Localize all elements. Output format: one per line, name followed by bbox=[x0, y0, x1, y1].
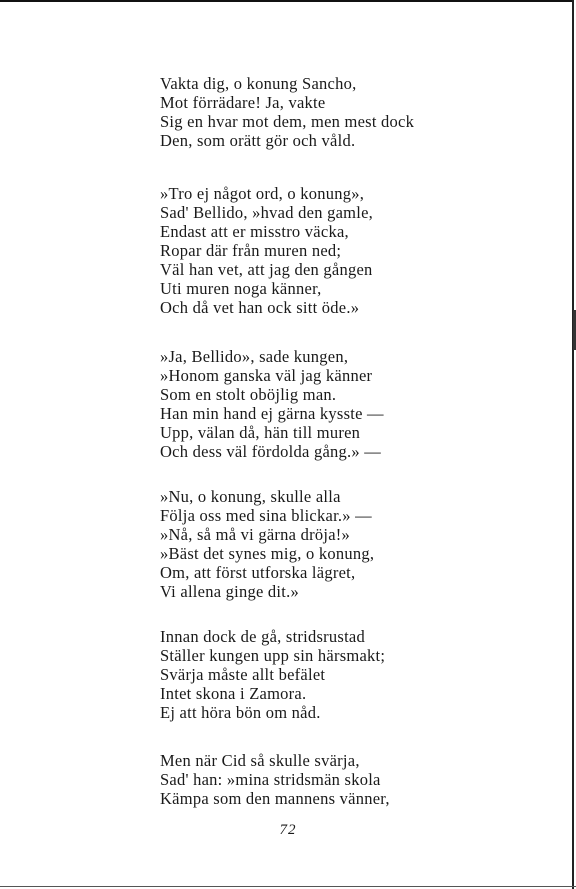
verse-line: Ej att höra bön om nåd. bbox=[160, 703, 321, 722]
verse-line: Följa oss med sina blickar.» — bbox=[160, 506, 372, 525]
verse-line: Ropar där från muren ned; bbox=[160, 241, 342, 260]
verse-line: Väl han vet, att jag den gången bbox=[160, 260, 373, 279]
page-edge-bottom bbox=[0, 886, 576, 887]
verse-line: Sad' Bellido, »hvad den gamle, bbox=[160, 203, 374, 222]
stanza bbox=[160, 627, 385, 722]
verse-line: Han min hand ej gärna kysste — bbox=[160, 404, 384, 423]
verse-line: Mot förrädare! Ja, vakte bbox=[160, 93, 326, 112]
verse-line: »Tro ej något ord, o konung», bbox=[160, 184, 365, 203]
page-number: 72 bbox=[279, 822, 297, 838]
verse-line: »Nå, så må vi gärna dröja!» bbox=[160, 525, 351, 544]
verse-line: Intet skona i Zamora. bbox=[160, 684, 307, 703]
verse-line: »Bäst det synes mig, o konung, bbox=[160, 544, 375, 563]
verse-line: Endast att er misstro väcka, bbox=[160, 222, 349, 241]
verse-line: Uti muren noga känner, bbox=[160, 279, 322, 298]
verse-line: »Ja, Bellido», sade kungen, bbox=[160, 347, 349, 366]
verse-line: Om, att först utforska lägret, bbox=[160, 563, 356, 582]
verse-line: Kämpa som den mannens vänner, bbox=[160, 789, 390, 808]
stanza bbox=[160, 184, 373, 317]
verse-line: Upp, välan då, hän till muren bbox=[160, 423, 361, 442]
verse-line: Sad' han: »mina stridsmän skola bbox=[160, 770, 381, 789]
stanza bbox=[160, 347, 384, 461]
stanza bbox=[160, 74, 414, 150]
verse-line: Och då vet han ock sitt öde.» bbox=[160, 298, 360, 317]
verse-line: Ställer kungen upp sin härsmakt; bbox=[160, 646, 386, 665]
verse-line: Svärja måste allt befälet bbox=[160, 665, 326, 684]
verse-line: Som en stolt oböjlig man. bbox=[160, 385, 337, 404]
verse-line: Innan dock de gå, stridsrustad bbox=[160, 627, 365, 646]
verse-line: Och dess väl fördolda gång.» — bbox=[160, 442, 382, 461]
verse-line: »Honom ganska väl jag känner bbox=[160, 366, 373, 385]
stanza bbox=[160, 487, 374, 601]
verse-line: Men när Cid så skulle svärja, bbox=[160, 751, 360, 770]
verse-line: Den, som orätt gör och våld. bbox=[160, 131, 356, 150]
verse-line: Sig en hvar mot dem, men mest dock bbox=[160, 112, 415, 131]
stanza bbox=[160, 751, 390, 808]
page-edge-top bbox=[0, 0, 572, 2]
page-edge-right bbox=[572, 0, 574, 889]
verse-line: Vi allena ginge dit.» bbox=[160, 582, 299, 601]
verse-line: »Nu, o konung, skulle alla bbox=[160, 487, 341, 506]
verse-line: Vakta dig, o konung Sancho, bbox=[160, 74, 357, 93]
